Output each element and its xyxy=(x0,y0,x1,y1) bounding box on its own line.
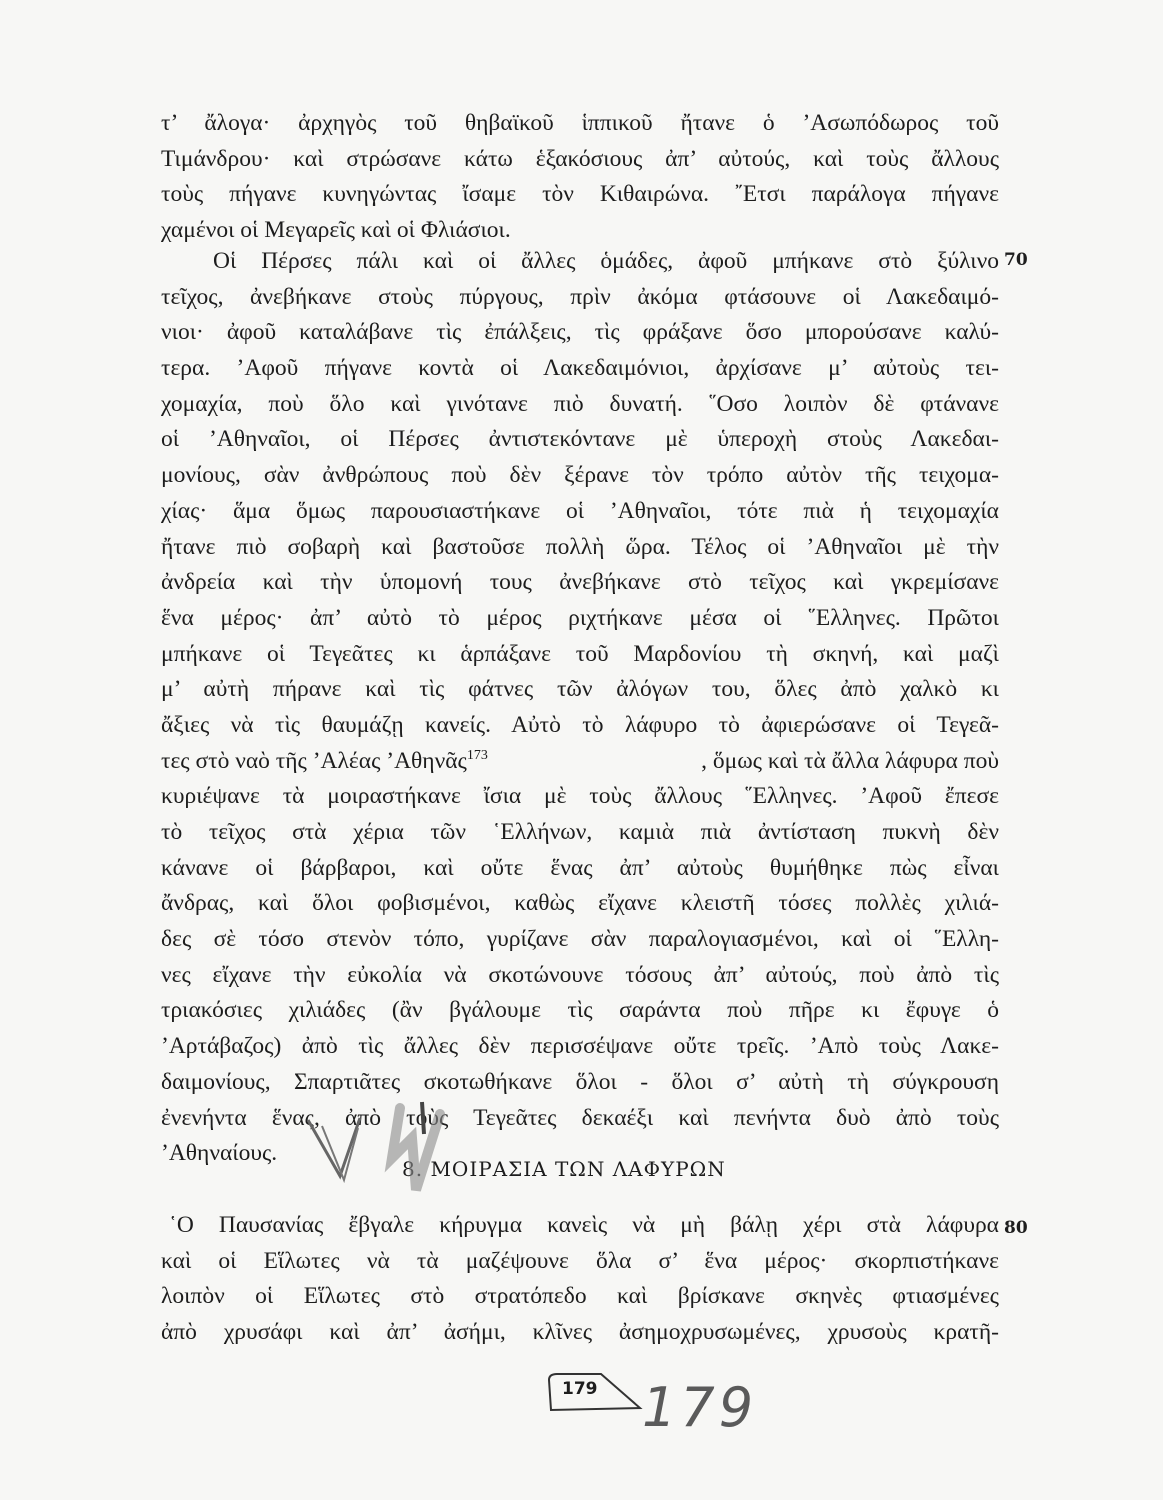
text-line: ἤτανε πιὸ σοβαρὴ καὶ βαστοῦσε πολλὴ ὥρα. Τέλος οἱ ’Αθηναῖοι μὲ τὴν xyxy=(161,533,999,560)
text-line: ’Αθηναίους. xyxy=(161,1140,278,1167)
text-line: οἱ ’Αθηναῖοι, οἱ Πέρσες ἀντιστεκόντανε μὲ ὑπεροχὴ στοὺς Λακεδαι- xyxy=(161,426,999,453)
text-line: τες στὸ ναὸ τῆς ’Αλέας ’Αθηνᾶς xyxy=(161,747,467,774)
handwritten-page-number xyxy=(640,1372,760,1436)
text-line: ἄνδρας, καὶ ὅλοι φοβισμένοι, καθὼς εἴχανε κλειστῆ τόσες πολλὲς χιλιά- xyxy=(161,890,999,917)
page-number-box xyxy=(545,1370,645,1414)
text-line: δες σὲ τόσο στενὸν τόπο, γυρίζανε σὰν παραλογιασμένοι, καὶ οἱ ῞Ελλη- xyxy=(161,926,999,953)
handwritten-number-text: 179 xyxy=(642,1376,758,1436)
text-line: νιοι· ἀφοῦ καταλάβανε τὶς ἐπάλξεις, τὶς φράξανε ὅσο μπορούσανε καλύ- xyxy=(161,319,999,346)
text-line: χομαχία, ποὺ ὅλο καὶ γινότανε πιὸ δυνατή. ῞Οσο λοιπὸν δὲ φτάνανε xyxy=(161,390,999,417)
paragraph-continuation xyxy=(161,106,999,249)
text-line: δαιμονίους, Σπαρτιᾶτες σκοτωθήκανε ὅλοι - ὅλοι σ’ αὐτὴ τὴ σύγκρουση xyxy=(161,1068,999,1095)
text-line: κυριέψανε τὰ μοιραστήκανε ἴσια μὲ τοὺς ἄλλους ῞Ελληνες. ’Αφοῦ ἔπεσε xyxy=(161,783,999,810)
text-line-with-footnote xyxy=(161,744,999,780)
section-heading: 8. ΜΟΙΡΑΣΙΑ ΤΩΝ ΛΑΦΥΡΩΝ xyxy=(402,1157,726,1181)
text-line: λοιπὸν οἱ Εἵλωτες στὸ στρατόπεδο καὶ βρίσκανε σκηνὲς φτιασμένες xyxy=(161,1283,999,1310)
page-number: 179 xyxy=(562,1379,598,1399)
footnote-ref: 173 xyxy=(466,747,488,763)
text-line: χίας· ἅμα ὅμως παρουσιαστήκανε οἱ ’Αθηναῖοι, τότε πιὰ ἡ τειχομαχία xyxy=(161,497,999,524)
text-line: νες εἴχανε τὴν εὐκολία νὰ σκοτώνουνε τόσους ἀπ’ αὐτούς, ποὺ ἀπὸ τὶς xyxy=(161,961,999,988)
text-line: κάνανε οἱ βάρβαροι, καὶ οὔτε ἕνας ἀπ’ αὐτοὺς θυμήθηκε πὼς εἶναι xyxy=(161,854,999,881)
margin-line-number: 80 xyxy=(1004,1218,1028,1238)
text-line: μπήκανε οἱ Τεγεᾶτες κι ἁρπάξανε τοῦ Μαρδονίου τὴ σκηνή, καὶ μαζὶ xyxy=(161,640,999,667)
text-line: ἀπὸ χρυσάφι καὶ ἀπ’ ἀσήμι, κλῖνες ἀσημοχρυσωμένες, χρυσοὺς κρατῆ- xyxy=(161,1319,999,1346)
text-line: χαμένοι οἱ Μεγαρεῖς καὶ οἱ Φλιάσιοι. xyxy=(161,217,511,244)
text-line: τερα. ’Αφοῦ πήγανε κοντὰ οἱ Λακεδαιμόνιοι, ἀρχίσανε μ’ αὐτοὺς τει- xyxy=(161,355,999,382)
paragraph-siege xyxy=(161,244,999,1172)
text-line: τ’ ἄλογα· ἀρχηγὸς τοῦ θηβαϊκοῦ ἱππικοῦ ἤτανε ὁ ’Ασωπόδωρος τοῦ xyxy=(161,110,999,136)
text-line: ἐνενήντα ἕνας, ἀπὸ τοὺς Τεγεᾶτες δεκαέξι καὶ πενήντα δυὸ ἀπὸ τοὺς xyxy=(161,1104,999,1131)
text-line: τὸ τεῖχος στὰ χέρια τῶν ῾Ελλήνων, καμιὰ πιὰ ἀντίσταση πυκνὴ δὲν xyxy=(161,819,999,845)
margin-line-number: 70 xyxy=(1004,250,1028,270)
text-line: τριακόσιες χιλιάδες (ἂν βγάλουμε τὶς σαράντα ποὺ πῆρε κι ἔφυγε ὁ xyxy=(161,997,999,1024)
text-line: Τιμάνδρου· καὶ στρώσανε κάτω ἑξακόσιους ἀπ’ αὐτούς, καὶ τοὺς ἄλλους xyxy=(161,145,999,172)
text-line: Οἱ Πέρσες πάλι καὶ οἱ ἄλλες ὁμάδες, ἀφοῦ μπήκανε στὸ ξύλινο xyxy=(213,248,999,274)
text-line: ἕνα μέρος· ἀπ’ αὐτὸ τὸ μέρος ριχτήκανε μέσα οἱ ῞Ελληνες. Πρῶτοι xyxy=(161,604,999,631)
text-line: ῾Ο Παυσανίας ἔβγαλε κήρυγμα κανεὶς νὰ μὴ βάλῃ χέρι στὰ λάφυρα xyxy=(169,1212,999,1238)
text-line: μ’ αὐτὴ πήρανε καὶ τὶς φάτνες τῶν ἀλόγων του, ὅλες ἀπὸ χαλκὸ κι xyxy=(161,676,999,703)
text-line: ἀνδρεία καὶ τὴν ὑπομονή τους ἀνεβήκανε στὸ τεῖχος καὶ γκρεμίσανε xyxy=(161,569,999,596)
text-line: ’Αρτάβαζος) ἀπὸ τὶς ἄλλες δὲν περισσέψανε οὔτε τρεῖς. ’Απὸ τοὺς Λακε- xyxy=(161,1033,999,1060)
text-line: τοὺς πήγανε κυνηγώντας ἴσαμε τὸν Κιθαιρώνα. ῎Ετσι παράλογα πήγανε xyxy=(161,181,999,208)
text-line-rest: , ὅμως καὶ τὰ ἄλλα λάφυρα ποὺ xyxy=(701,747,999,774)
text-line: τεῖχος, ἀνεβήκανε στοὺς πύργους, πρὶν ἀκόμα φτάσουνε οἱ Λακεδαιμό- xyxy=(161,283,999,310)
text-line: ἄξιες νὰ τὶς θαυμάζῃ κανείς. Αὐτὸ τὸ λάφυρο τὸ ἀφιερώσανε οἱ Τεγεᾶ- xyxy=(161,711,999,738)
text-line: καὶ οἱ Εἵλωτες νὰ τὰ μαζέψουνε ὅλα σ’ ἕνα μέρος· σκορπιστήκανε xyxy=(161,1247,999,1274)
text-line: μονίους, σὰν ἀνθρώπους ποὺ δὲν ξέρανε τὸν τρόπο αὐτὸν τῆς τειχομα- xyxy=(161,462,999,489)
paragraph-spoils xyxy=(161,1208,999,1351)
